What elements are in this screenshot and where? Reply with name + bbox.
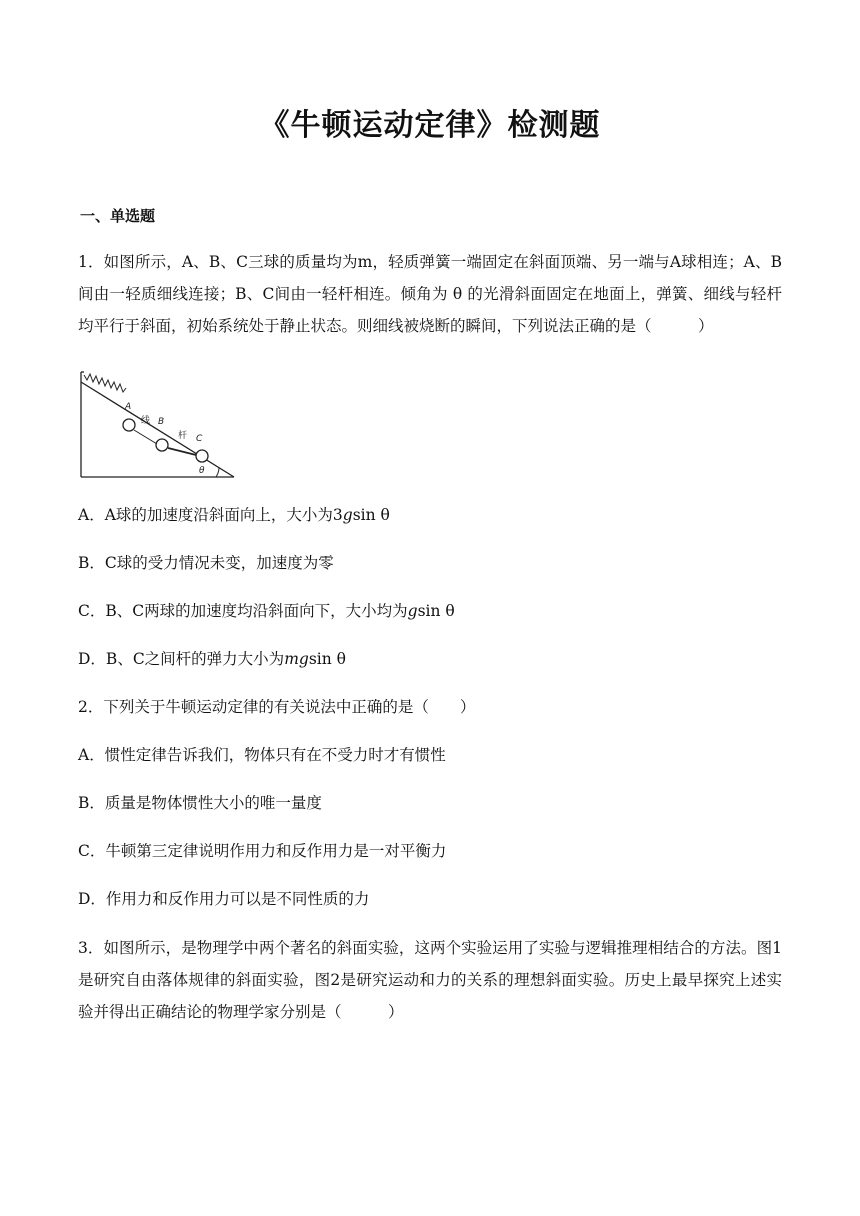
figure-label-rod: 杆	[178, 431, 188, 441]
figure-ball-a	[123, 419, 135, 431]
question-3-stem: 3．如图所示，是物理学中两个著名的斜面实验，这两个实验运用了实验与逻辑推理相结合的方法。图1是研究自由落体规律的斜面实验，图2是研究运动和力的关系的理想斜面实验。历史上最早探究上述实验并得出正确结论的物理学家分别是（ ）	[78, 939, 782, 1021]
question-2-option-c: C．牛顿第三定律说明作用力和反作用力是一对平衡力	[78, 842, 447, 860]
figure-slope	[81, 382, 234, 477]
section-heading: 一、单选题	[80, 207, 156, 225]
question-1-option-c: C．B、C两球的加速度均沿斜面向下，大小均为gsin θ	[78, 602, 455, 620]
page-title: 《牛顿运动定律》检测题	[259, 108, 601, 143]
question-2-option-d: D．作用力和反作用力可以是不同性质的力	[78, 890, 370, 908]
question-2-stem: 2．下列关于牛顿运动定律的有关说法中正确的是（ ）	[78, 698, 476, 716]
figure-label-b: B	[158, 417, 165, 427]
question-1-option-b: B．C球的受力情况未变，加速度为零	[78, 554, 334, 572]
question-1-option-a: A．A球的加速度沿斜面向上，大小为3gsin θ	[78, 506, 390, 524]
question-1-option-d: D．B、C之间杆的弹力大小为mgsin θ	[78, 650, 346, 668]
incline-figure	[78, 366, 238, 482]
question-2-option-b: B．质量是物体惯性大小的唯一量度	[78, 794, 322, 812]
figure-label-theta: θ	[199, 466, 205, 476]
figure-ball-c	[196, 450, 208, 462]
figure-label-c: C	[196, 434, 203, 444]
figure-thread	[134, 430, 157, 444]
figure-label-a: A	[125, 402, 132, 412]
question-2-option-a: A．惯性定律告诉我们，物体只有在不受力时才有惯性	[78, 746, 446, 764]
figure-angle-arc	[216, 468, 219, 477]
figure-ball-b	[156, 439, 168, 451]
figure-spring	[84, 374, 126, 392]
figure-label-line: 线	[141, 416, 151, 426]
question-1-stem: 1．如图所示，A、B、C三球的质量均为m，轻质弹簧一端固定在斜面顶端、另一端与A球相连；A、B间由一轻质细线连接；B、C间由一轻杆相连。倾角为 θ 的光滑斜面固定在地面上，弹簧、细线与轻杆均平行于斜面，初始系统处于静止状态。则细线被烧断的瞬间，下列说法正确的是（ ）	[78, 253, 782, 335]
